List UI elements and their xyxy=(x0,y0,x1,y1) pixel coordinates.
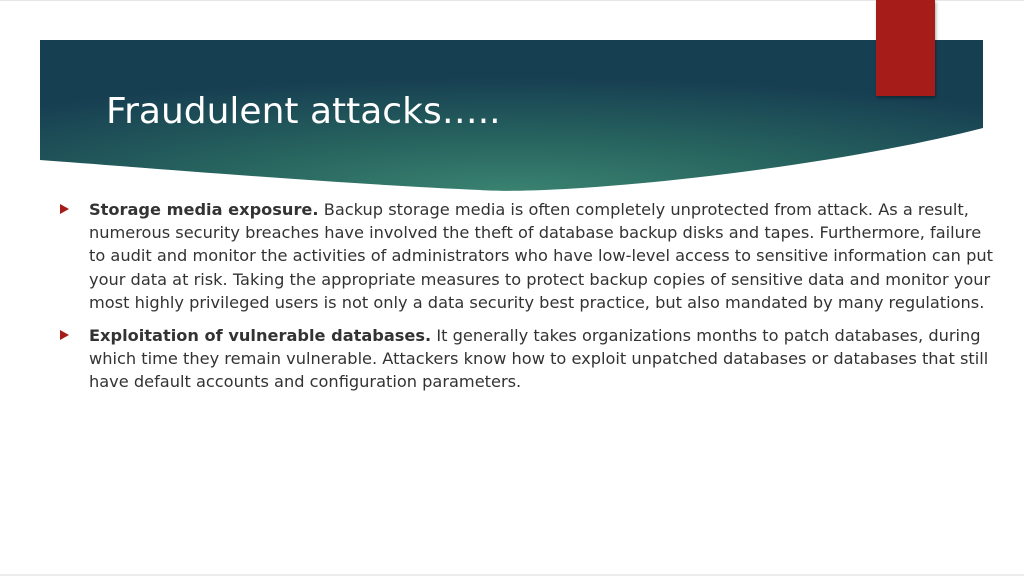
accent-red-tab xyxy=(876,0,935,96)
bullet-lead: Storage media exposure. xyxy=(89,200,319,219)
slide-title: Fraudulent attacks….. xyxy=(106,91,501,132)
triangle-right-icon xyxy=(60,330,69,340)
triangle-right-icon xyxy=(60,204,69,214)
bullet-text: It generally takes organizations months to patch databases, during which time they remain vulnerable. Attackers know how to exploit unpatched databases or databases that still have default accounts and configuration parameters. xyxy=(89,326,989,392)
bullet-item-vulnerable-databases xyxy=(60,324,1000,394)
bullet-text: Backup storage media is often completely unprotected from attack. As a result, numerous security breaches have involved the theft of database backup disks and tapes. Furthermore, failure to audit and monitor the activities of administrators who have low-level access to sensitive information can put your data at risk. Taking the appropriate measures to protect backup copies of sensitive data and monitor your most highly privileged users is not only a data security best practice, but also mandated by many regulations. xyxy=(89,200,993,312)
bullet-item-storage-media xyxy=(60,198,1000,314)
bullet-list xyxy=(60,198,1000,404)
bullet-lead: Exploitation of vulnerable databases. xyxy=(89,326,432,346)
